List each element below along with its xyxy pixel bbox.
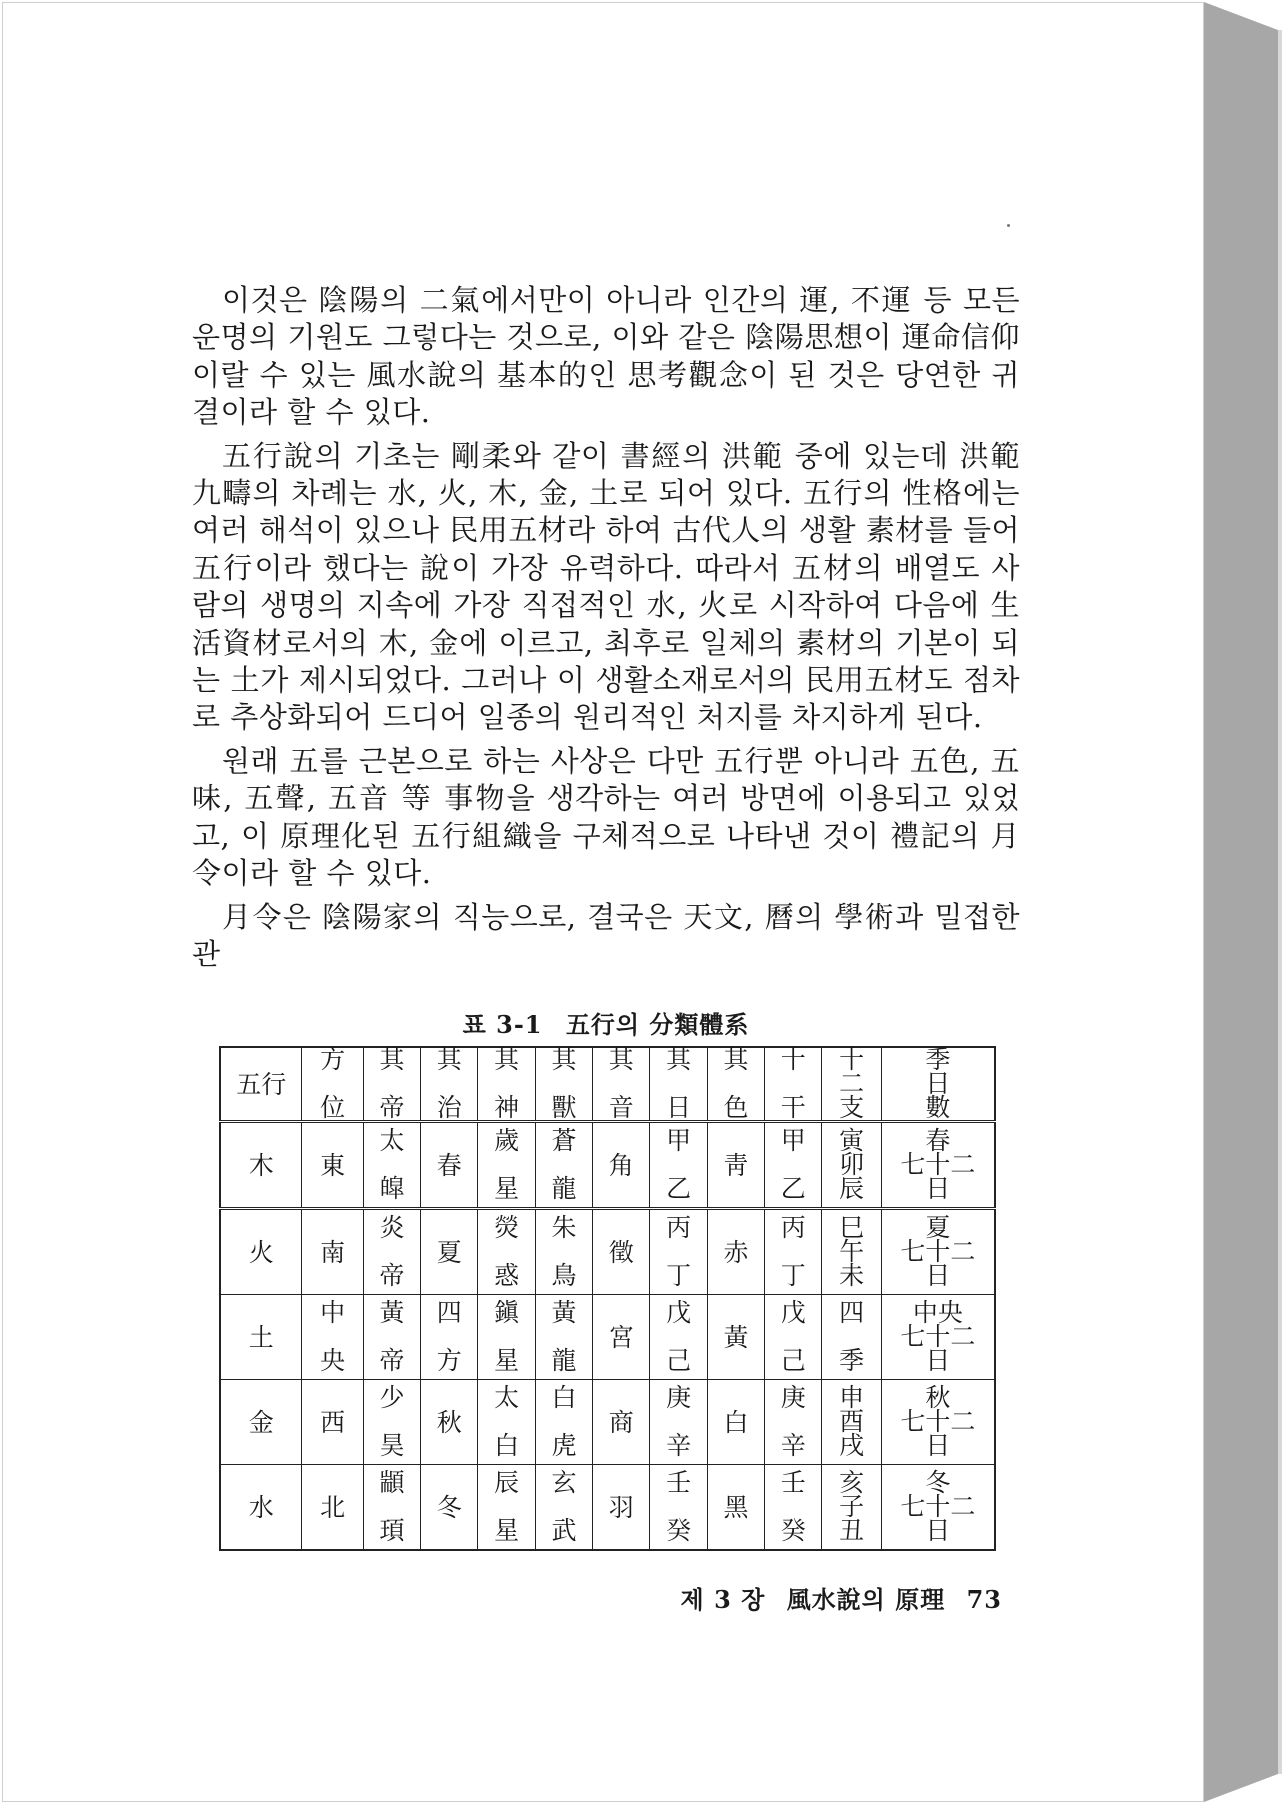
table-row bbox=[220, 1295, 995, 1380]
cell-text: 七十二 bbox=[900, 1237, 976, 1267]
cell-text: 央 bbox=[320, 1346, 346, 1376]
cell-text: 四 bbox=[839, 1298, 865, 1328]
table-cell bbox=[302, 1465, 363, 1551]
table-cell bbox=[478, 1465, 535, 1551]
cell-text: 七十二 bbox=[900, 1492, 976, 1521]
cell-text: 酉 bbox=[839, 1407, 865, 1437]
header-cell-element: 五行 bbox=[220, 1047, 302, 1122]
chapter-title: 風水說의 原理 bbox=[786, 1585, 946, 1614]
table-cell bbox=[822, 1295, 881, 1380]
cell-text: 南 bbox=[320, 1237, 346, 1267]
cell-text: 星 bbox=[494, 1346, 520, 1376]
header-cell bbox=[822, 1047, 881, 1122]
cell-text: 季 bbox=[839, 1346, 865, 1376]
table-cell bbox=[302, 1122, 363, 1209]
table-cell bbox=[302, 1380, 363, 1465]
paragraph: 이것은 陰陽의 二氣에서만이 아니라 인간의 運, 不運 등 모든 운명의 기원도 그렇다는 것으로, 이와 같은 陰陽思想이 運命信仰이랄 수 있는 風水說의 基本的인 思考觀念이 된 것은 당연한 귀결이라 할 수 있다. bbox=[192, 283, 1020, 430]
cell-text: 日 bbox=[925, 1516, 951, 1545]
header-char: 其 bbox=[379, 1045, 405, 1074]
cell-text: 戊 bbox=[666, 1298, 692, 1328]
cell-text: 未 bbox=[839, 1261, 865, 1291]
cell-text: 黑 bbox=[723, 1492, 749, 1522]
cell-text: 卯 bbox=[839, 1150, 865, 1180]
header-char: 數 bbox=[925, 1093, 951, 1122]
table-cell bbox=[535, 1380, 592, 1465]
cell-text: 冬 bbox=[925, 1468, 951, 1497]
header-char: 其 bbox=[551, 1045, 577, 1074]
table-row bbox=[220, 1380, 995, 1465]
cell-text: 七十二 bbox=[900, 1150, 976, 1180]
ink-speck bbox=[1007, 224, 1010, 227]
table-cell bbox=[478, 1209, 535, 1295]
cell-text: 方 bbox=[436, 1346, 462, 1376]
cell-text: 庚 bbox=[780, 1383, 806, 1413]
cell-text: 七十二 bbox=[900, 1407, 976, 1437]
cell-text: 白 bbox=[551, 1383, 577, 1413]
header-cell bbox=[535, 1047, 592, 1122]
cell-text: 帝 bbox=[379, 1261, 405, 1291]
cell-text: 星 bbox=[494, 1516, 520, 1545]
table-number: 표 3-1 bbox=[462, 1010, 543, 1039]
cell-text: 虎 bbox=[551, 1431, 577, 1461]
table-cell bbox=[822, 1465, 881, 1551]
table-cell bbox=[765, 1380, 822, 1465]
table-cell bbox=[478, 1380, 535, 1465]
cell-text: 靑 bbox=[723, 1150, 749, 1180]
table-cell bbox=[650, 1122, 707, 1209]
paragraph: 五行說의 기초는 剛柔와 같이 書經의 洪範 중에 있는데 洪範 九疇의 차례는 水, 火, 木, 金, 土로 되어 있다. 五行의 性格에는 여러 해석이 있으나 民用五材라 하여 古代人의 생활 素材를 들어 五行이라 했다는 說이 가장 유력하다. 따라서 五材의 배열도 사람의 생명의 지속에 가장 직접적인 水, 火로 시작하여 다음에 生活資材로서의 木, 金에 이르고, 최후로 일체의 素材의 기본이 되는 土가 제시되었다. 그러나 이 생활소재로서의 民用五材도 점차로 추상화되어 드디어 일종의 원리적인 처지를 차지하게 된다. bbox=[192, 438, 1020, 735]
table-cell bbox=[363, 1295, 420, 1380]
table-cell bbox=[707, 1122, 764, 1209]
running-footer bbox=[192, 1580, 1002, 1615]
cell-text: 歲 bbox=[494, 1126, 520, 1156]
wuxing-classification-table bbox=[219, 1046, 996, 1551]
header-char: 色 bbox=[723, 1093, 749, 1122]
cell-text: 戌 bbox=[839, 1431, 865, 1461]
table-cell bbox=[707, 1465, 764, 1551]
cell-text: 黃 bbox=[379, 1298, 405, 1328]
cell-text: 角 bbox=[608, 1150, 634, 1180]
cell-text: 玄 bbox=[551, 1468, 577, 1497]
table-cell bbox=[593, 1209, 650, 1295]
page-edge-shadow bbox=[1204, 2, 1282, 1802]
header-cell bbox=[421, 1047, 478, 1122]
cell-text: 乙 bbox=[666, 1174, 692, 1204]
header-char: 日 bbox=[666, 1093, 692, 1122]
header-cell bbox=[707, 1047, 764, 1122]
table-header-row bbox=[220, 1047, 995, 1122]
table-cell bbox=[421, 1295, 478, 1380]
cell-text: 徵 bbox=[608, 1237, 634, 1267]
cell-text: 己 bbox=[666, 1346, 692, 1376]
cell-text: 亥 bbox=[839, 1468, 865, 1497]
cell-text: 申 bbox=[839, 1383, 865, 1413]
cell-text: 己 bbox=[780, 1346, 806, 1376]
header-char: 干 bbox=[780, 1093, 806, 1122]
cell-text: 鎭 bbox=[494, 1298, 520, 1328]
cell-text: 龍 bbox=[551, 1346, 577, 1376]
table-cell bbox=[535, 1209, 592, 1295]
page-number: 73 bbox=[966, 1585, 1002, 1614]
cell-text: 壬 bbox=[666, 1468, 692, 1497]
header-cell bbox=[363, 1047, 420, 1122]
table-cell bbox=[593, 1465, 650, 1551]
cell-text: 中央 bbox=[912, 1298, 963, 1328]
table-cell bbox=[650, 1209, 707, 1295]
table-cell bbox=[650, 1295, 707, 1380]
cell-text: 蒼 bbox=[551, 1126, 577, 1156]
paragraph: 원래 五를 근본으로 하는 사상은 다만 五行뿐 아니라 五色, 五味, 五聲, 五音 等 事物을 생각하는 여러 방면에 이용되고 있었고, 이 原理化된 五行組織을 구체적으로 나타낸 것이 禮記의 月令이라 할 수 있다. bbox=[192, 743, 1020, 891]
cell-text: 東 bbox=[320, 1150, 346, 1180]
table-cell bbox=[363, 1209, 420, 1295]
header-char: 其 bbox=[723, 1045, 749, 1074]
element-cell: 水 bbox=[220, 1465, 302, 1551]
cell-text: 春 bbox=[925, 1126, 951, 1156]
cell-text: 顓 bbox=[379, 1468, 405, 1497]
header-cell bbox=[881, 1047, 995, 1122]
cell-text: 七十二 bbox=[900, 1322, 976, 1352]
cell-text: 子 bbox=[839, 1492, 865, 1521]
cell-text: 羽 bbox=[608, 1492, 634, 1522]
cell-text: 星 bbox=[494, 1174, 520, 1204]
element-cell: 金 bbox=[220, 1380, 302, 1465]
cell-text: 丁 bbox=[666, 1261, 692, 1291]
cell-text: 白 bbox=[494, 1431, 520, 1461]
cell-text: 宮 bbox=[608, 1322, 634, 1352]
table-row bbox=[220, 1122, 995, 1209]
header-char: 位 bbox=[320, 1093, 346, 1122]
table-cell bbox=[478, 1122, 535, 1209]
cell-text: 甲 bbox=[666, 1126, 692, 1156]
cell-text: 炎 bbox=[379, 1213, 405, 1243]
table-cell bbox=[302, 1209, 363, 1295]
table-cell bbox=[421, 1465, 478, 1551]
header-char: 神 bbox=[494, 1093, 520, 1122]
table-cell bbox=[593, 1380, 650, 1465]
table-cell bbox=[765, 1122, 822, 1209]
cell-text: 龍 bbox=[551, 1174, 577, 1204]
table-cell bbox=[650, 1380, 707, 1465]
header-cell bbox=[650, 1047, 707, 1122]
header-char: 日 bbox=[925, 1069, 951, 1098]
cell-text: 朱 bbox=[551, 1213, 577, 1243]
paragraph: 月令은 陰陽家의 직능으로, 결국은 天文, 曆의 學術과 밀접한 관 bbox=[192, 899, 1020, 971]
table-cell bbox=[535, 1122, 592, 1209]
cell-text: 太 bbox=[379, 1126, 405, 1156]
cell-text: 夏 bbox=[925, 1213, 951, 1243]
cell-text: 少 bbox=[379, 1383, 405, 1413]
cell-text: 秋 bbox=[925, 1383, 951, 1413]
table-cell bbox=[707, 1380, 764, 1465]
cell-text: 武 bbox=[551, 1516, 577, 1545]
table-cell bbox=[593, 1295, 650, 1380]
cell-text: 丙 bbox=[780, 1213, 806, 1243]
cell-text: 丁 bbox=[780, 1261, 806, 1291]
cell-text: 日 bbox=[925, 1261, 951, 1291]
table-cell bbox=[363, 1465, 420, 1551]
cell-text: 日 bbox=[925, 1346, 951, 1376]
table-cell bbox=[881, 1465, 995, 1551]
table-cell bbox=[363, 1380, 420, 1465]
cell-text: 壬 bbox=[780, 1468, 806, 1497]
cell-text: 西 bbox=[320, 1407, 346, 1437]
cell-text: 白 bbox=[723, 1407, 749, 1437]
cell-text: 辛 bbox=[666, 1431, 692, 1461]
cell-text: 丙 bbox=[666, 1213, 692, 1243]
cell-text: 黃 bbox=[551, 1298, 577, 1328]
header-char: 音 bbox=[608, 1093, 634, 1122]
cell-text: 日 bbox=[925, 1174, 951, 1204]
element-cell: 火 bbox=[220, 1209, 302, 1295]
cell-text: 辛 bbox=[780, 1431, 806, 1461]
cell-text: 癸 bbox=[666, 1516, 692, 1545]
cell-text: 頊 bbox=[379, 1516, 405, 1545]
cell-text: 夏 bbox=[436, 1237, 462, 1267]
body-text bbox=[192, 282, 1020, 973]
cell-text: 秋 bbox=[436, 1407, 462, 1437]
table-row bbox=[220, 1209, 995, 1295]
header-char: 獸 bbox=[551, 1093, 577, 1122]
cell-text: 辰 bbox=[494, 1468, 520, 1497]
cell-text: 四 bbox=[436, 1298, 462, 1328]
cell-text: 日 bbox=[925, 1431, 951, 1461]
table-cell bbox=[822, 1122, 881, 1209]
cell-text: 赤 bbox=[723, 1237, 749, 1267]
cell-text: 丑 bbox=[839, 1516, 865, 1545]
cell-text: 昊 bbox=[379, 1431, 405, 1461]
header-char: 十 bbox=[780, 1045, 806, 1074]
header-char: 其 bbox=[436, 1045, 462, 1074]
header-cell bbox=[302, 1047, 363, 1122]
cell-text: 巳 bbox=[839, 1213, 865, 1243]
table-cell bbox=[707, 1295, 764, 1380]
cell-text: 皡 bbox=[379, 1174, 405, 1204]
table-cell bbox=[478, 1295, 535, 1380]
table-cell bbox=[302, 1295, 363, 1380]
table-body bbox=[220, 1122, 995, 1551]
cell-text: 冬 bbox=[436, 1492, 462, 1522]
table-cell bbox=[765, 1209, 822, 1295]
table-cell bbox=[593, 1122, 650, 1209]
cell-text: 乙 bbox=[780, 1174, 806, 1204]
header-char: 帝 bbox=[379, 1093, 405, 1122]
cell-text: 黃 bbox=[723, 1322, 749, 1352]
element-cell: 木 bbox=[220, 1122, 302, 1209]
cell-text: 熒 bbox=[494, 1213, 520, 1243]
cell-text: 太 bbox=[494, 1383, 520, 1413]
table-cell bbox=[765, 1295, 822, 1380]
table-cell bbox=[363, 1122, 420, 1209]
table-cell bbox=[881, 1295, 995, 1380]
cell-text: 鳥 bbox=[551, 1261, 577, 1291]
table-caption bbox=[192, 1005, 1020, 1040]
table-cell bbox=[421, 1380, 478, 1465]
cell-text: 辰 bbox=[839, 1174, 865, 1204]
header-char: 治 bbox=[436, 1093, 462, 1122]
header-char: 其 bbox=[608, 1045, 634, 1074]
cell-text: 商 bbox=[608, 1407, 634, 1437]
cell-text: 戊 bbox=[780, 1298, 806, 1328]
table-cell bbox=[707, 1209, 764, 1295]
table-title: 五行의 分類體系 bbox=[565, 1010, 750, 1039]
cell-text: 春 bbox=[436, 1150, 462, 1180]
chapter-label: 제 3 장 bbox=[680, 1585, 766, 1614]
cell-text: 寅 bbox=[839, 1126, 865, 1156]
table-row bbox=[220, 1465, 995, 1551]
table-cell bbox=[650, 1465, 707, 1551]
table-cell bbox=[421, 1209, 478, 1295]
table-cell bbox=[881, 1209, 995, 1295]
header-char: 二 bbox=[839, 1069, 865, 1098]
header-char: 其 bbox=[666, 1045, 692, 1074]
cell-text: 庚 bbox=[666, 1383, 692, 1413]
cell-text: 中 bbox=[320, 1298, 346, 1328]
header-char: 方 bbox=[320, 1045, 346, 1074]
cell-text: 午 bbox=[839, 1237, 865, 1267]
table-cell bbox=[881, 1380, 995, 1465]
element-cell: 土 bbox=[220, 1295, 302, 1380]
cell-text: 癸 bbox=[780, 1516, 806, 1545]
cell-text: 甲 bbox=[780, 1126, 806, 1156]
header-char: 季 bbox=[925, 1045, 951, 1074]
cell-text: 北 bbox=[320, 1492, 346, 1522]
header-cell bbox=[478, 1047, 535, 1122]
cell-text: 惑 bbox=[494, 1261, 520, 1291]
header-cell bbox=[765, 1047, 822, 1122]
table-cell bbox=[881, 1122, 995, 1209]
header-char: 支 bbox=[839, 1093, 865, 1122]
header-cell bbox=[593, 1047, 650, 1122]
table-cell bbox=[421, 1122, 478, 1209]
table-cell bbox=[822, 1380, 881, 1465]
table-cell bbox=[535, 1295, 592, 1380]
header-char: 十 bbox=[839, 1045, 865, 1074]
cell-text: 帝 bbox=[379, 1346, 405, 1376]
table-cell bbox=[822, 1209, 881, 1295]
table-cell bbox=[535, 1465, 592, 1551]
table-cell bbox=[765, 1465, 822, 1551]
header-char: 其 bbox=[494, 1045, 520, 1074]
